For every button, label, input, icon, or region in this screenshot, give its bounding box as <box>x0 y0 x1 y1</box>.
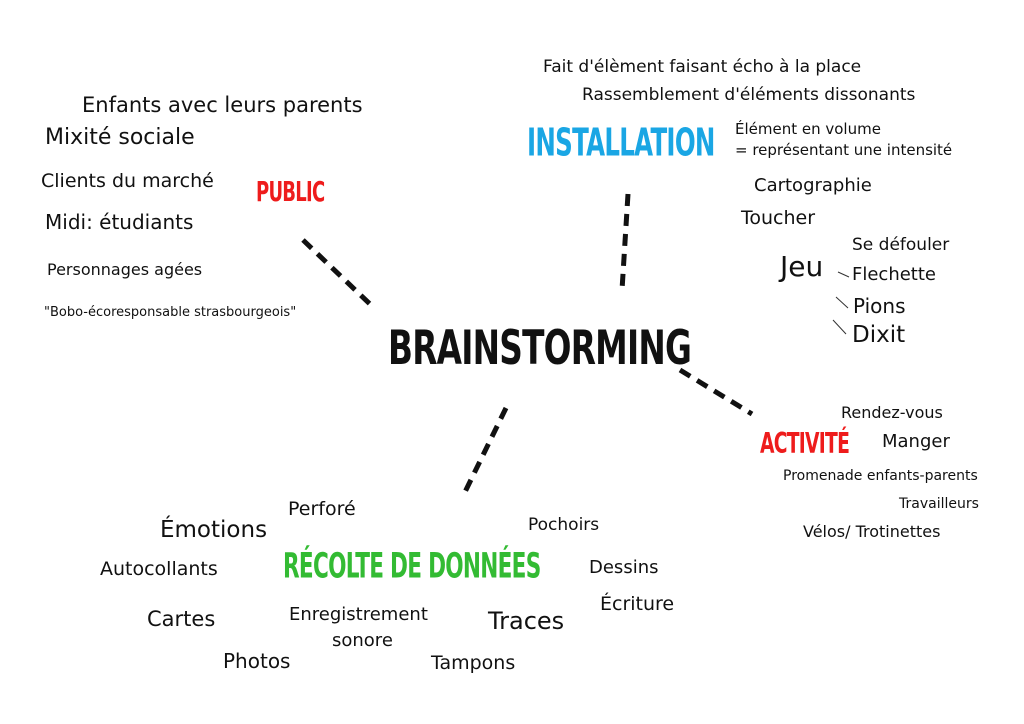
jeu-item-3: Pions <box>853 294 906 318</box>
jeu-item-2: Flechette <box>852 264 936 285</box>
public-item-3: Clients du marché <box>41 170 214 192</box>
public-label: PUBLIC <box>256 175 325 208</box>
activite-item-5: Vélos/ Trotinettes <box>803 522 941 541</box>
recolte-item-3: Pochoirs <box>528 515 600 535</box>
activite-label: ACTIVITÉ <box>760 426 850 461</box>
recolte-item-4: Autocollants <box>100 558 218 580</box>
link-installation <box>622 194 628 290</box>
jeu-item-1: Se défouler <box>852 235 950 255</box>
activite-item-3: Promenade enfants-parents <box>783 468 978 484</box>
installation-item-2: Rassemblement d'éléments dissonants <box>582 85 916 105</box>
installation-item-4: = représentant une intensité <box>735 141 953 159</box>
installation-item-3: Élément en volume <box>735 120 881 138</box>
recolte-item-2: Émotions <box>160 517 268 543</box>
link-activite <box>680 370 752 414</box>
recolte-item-11: Photos <box>223 649 291 673</box>
public-item-4: Midi: étudiants <box>45 210 194 234</box>
recolte-item-6: Écriture <box>600 593 675 615</box>
installation-item-5: Cartographie <box>754 175 872 196</box>
jeu-item-4: Dixit <box>852 322 906 348</box>
public-item-1: Enfants avec leurs parents <box>82 93 363 117</box>
jeu-branch-flechette <box>838 272 849 277</box>
center-title: BRAINSTORMING <box>388 320 692 376</box>
link-recolte <box>464 408 506 494</box>
recolte-item-9: sonore <box>332 630 393 651</box>
jeu-branch-pions <box>836 297 848 308</box>
recolte-item-12: Tampons <box>431 652 516 674</box>
recolte-item-10: Traces <box>488 607 565 635</box>
public-item-2: Mixité sociale <box>45 125 195 150</box>
installation-item-1: Fait d'élèment faisant écho à la place <box>543 57 862 77</box>
public-item-6: "Bobo-écoresponsable strasbourgeois" <box>44 305 297 320</box>
jeu-branch-dixit <box>833 320 846 334</box>
recolte-item-8: Enregistrement <box>289 604 428 625</box>
recolte-label: RÉCOLTE DE DONNÉES <box>283 546 541 587</box>
jeu-label: Jeu <box>780 250 824 283</box>
public-item-5: Personnages agées <box>47 260 203 279</box>
link-public <box>303 240 372 306</box>
activite-item-2: Manger <box>882 431 950 452</box>
activite-item-1: Rendez-vous <box>841 403 943 422</box>
recolte-item-1: Perforé <box>288 498 356 520</box>
recolte-item-5: Dessins <box>589 557 659 578</box>
installation-item-6: Toucher <box>741 207 816 229</box>
activite-item-4: Travailleurs <box>899 496 979 512</box>
recolte-item-7: Cartes <box>147 607 216 631</box>
installation-label: INSTALLATION <box>527 120 715 166</box>
